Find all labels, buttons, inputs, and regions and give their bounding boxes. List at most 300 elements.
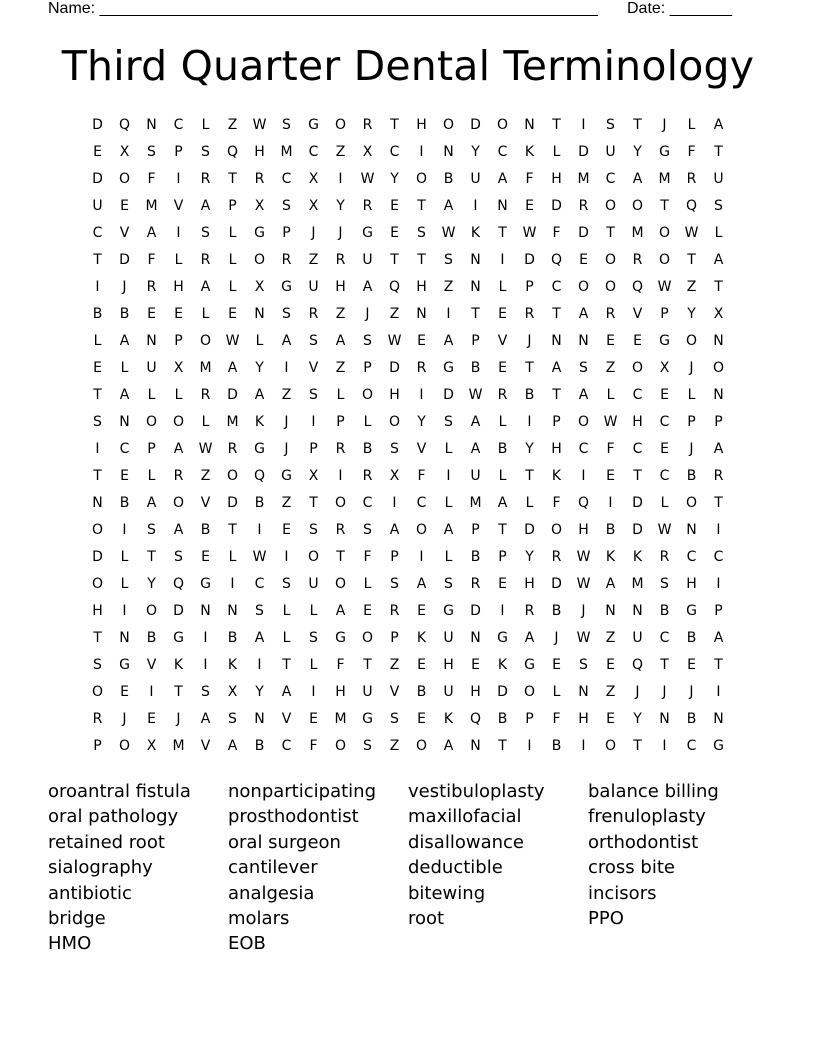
grid-letter: I: [203, 630, 208, 646]
grid-letter: R: [362, 117, 373, 133]
grid-letter: K: [497, 657, 508, 673]
grid-letter: B: [497, 441, 508, 457]
grid-letter: T: [633, 468, 642, 484]
grid-letter: N: [119, 630, 130, 646]
grid-letter: B: [254, 738, 265, 754]
grid-letter: L: [714, 225, 723, 241]
grid-letter: W: [522, 225, 537, 241]
grid-letter: D: [470, 117, 481, 133]
grid-letter: D: [632, 522, 643, 538]
grid-letter: W: [360, 171, 375, 187]
word-list-item: bridge: [48, 907, 106, 929]
grid-row: [84, 274, 732, 301]
grid-letter: P: [390, 630, 399, 646]
grid-letter: R: [308, 306, 319, 322]
grid-letter: P: [363, 360, 372, 376]
grid-letter: A: [578, 387, 589, 403]
grid-letter: I: [419, 387, 424, 403]
grid-letter: B: [146, 630, 157, 646]
grid-letter: H: [443, 657, 454, 673]
grid-row: [84, 247, 732, 274]
grid-letter: I: [716, 684, 721, 700]
grid-letter: E: [174, 306, 183, 322]
grid-letter: P: [174, 333, 183, 349]
name-field: Name: ________________________________________________________: [48, 0, 598, 17]
grid-letter: I: [149, 684, 154, 700]
grid-letter: O: [631, 198, 644, 214]
grid-letter: J: [311, 225, 316, 241]
grid-letter: L: [201, 306, 210, 322]
grid-letter: B: [119, 306, 130, 322]
grid-letter: D: [92, 117, 103, 133]
grid-letter: O: [442, 117, 455, 133]
grid-row: [84, 733, 732, 760]
grid-letter: G: [524, 657, 535, 673]
word-list-column-3: [408, 779, 588, 931]
grid-letter: E: [633, 333, 642, 349]
grid-letter: O: [496, 117, 509, 133]
grid-letter: S: [390, 711, 399, 727]
grid-letter: Q: [118, 117, 131, 133]
grid-letter: E: [363, 603, 372, 619]
grid-letter: F: [147, 252, 156, 268]
grid-letter: E: [282, 522, 291, 538]
grid-letter: A: [335, 603, 346, 619]
grid-letter: R: [92, 711, 103, 727]
grid-letter: L: [498, 414, 507, 430]
word-list-item: orthodontist: [588, 831, 699, 853]
grid-letter: N: [92, 495, 103, 511]
grid-letter: A: [119, 333, 130, 349]
grid-letter: S: [417, 225, 426, 241]
grid-row: [84, 436, 732, 463]
grid-row: [84, 679, 732, 706]
grid-letter: L: [444, 495, 453, 511]
grid-letter: X: [254, 279, 265, 295]
grid-letter: U: [713, 171, 724, 187]
grid-letter: V: [200, 495, 211, 511]
grid-row: [84, 382, 732, 409]
grid-letter: U: [146, 360, 157, 376]
grid-letter: R: [470, 576, 481, 592]
grid-letter: R: [551, 549, 562, 565]
grid-letter: Y: [417, 414, 426, 430]
grid-letter: B: [227, 630, 238, 646]
grid-letter: A: [578, 306, 589, 322]
grid-letter: G: [713, 738, 724, 754]
grid-letter: N: [713, 333, 724, 349]
grid-letter: C: [281, 171, 292, 187]
grid-letter: A: [497, 171, 508, 187]
grid-letter: G: [173, 630, 184, 646]
grid-letter: X: [227, 684, 238, 700]
grid-letter: T: [660, 657, 669, 673]
grid-letter: O: [523, 684, 536, 700]
grid-letter: B: [92, 306, 103, 322]
grid-letter: J: [689, 684, 694, 700]
grid-letter: F: [525, 171, 534, 187]
grid-letter: B: [659, 603, 670, 619]
grid-letter: U: [308, 576, 319, 592]
grid-letter: I: [581, 117, 586, 133]
grid-letter: O: [577, 414, 590, 430]
grid-letter: X: [362, 144, 373, 160]
grid-letter: Q: [226, 144, 239, 160]
grid-letter: R: [524, 603, 535, 619]
word-list-item: oral pathology: [48, 806, 179, 828]
grid-letter: P: [687, 414, 696, 430]
grid-letter: P: [147, 441, 156, 457]
grid-letter: F: [687, 144, 696, 160]
grid-letter: R: [173, 468, 184, 484]
grid-letter: R: [605, 306, 616, 322]
grid-letter: G: [686, 603, 697, 619]
grid-letter: I: [446, 306, 451, 322]
grid-letter: L: [120, 576, 129, 592]
word-list-item: oral surgeon: [228, 831, 341, 853]
grid-letter: U: [362, 252, 373, 268]
grid-letter: L: [228, 225, 237, 241]
grid-letter: B: [686, 468, 697, 484]
grid-letter: Y: [255, 360, 264, 376]
grid-letter: F: [552, 225, 561, 241]
grid-letter: H: [92, 603, 103, 619]
grid-letter: Q: [631, 279, 644, 295]
grid-letter: Z: [227, 117, 238, 133]
grid-letter: P: [525, 279, 534, 295]
grid-row: [84, 490, 732, 517]
grid-letter: T: [282, 657, 291, 673]
grid-letter: L: [120, 549, 129, 565]
grid-letter: T: [390, 252, 399, 268]
grid-letter: I: [176, 225, 181, 241]
grid-letter: C: [254, 576, 265, 592]
grid-letter: L: [363, 414, 372, 430]
grid-letter: I: [230, 576, 235, 592]
grid-letter: D: [92, 549, 103, 565]
grid-letter: X: [119, 144, 130, 160]
grid-letter: J: [581, 603, 586, 619]
grid-letter: I: [500, 252, 505, 268]
grid-letter: E: [471, 657, 480, 673]
grid-letter: U: [92, 198, 103, 214]
grid-letter: L: [444, 549, 453, 565]
grid-letter: K: [227, 657, 238, 673]
word-list-item: cantilever: [228, 857, 318, 879]
grid-letter: Q: [469, 711, 482, 727]
grid-letter: G: [254, 225, 265, 241]
grid-letter: P: [498, 549, 507, 565]
grid-letter: C: [389, 144, 400, 160]
grid-letter: W: [684, 225, 699, 241]
grid-letter: L: [687, 117, 696, 133]
grid-row: [84, 166, 732, 193]
grid-letter: N: [578, 684, 589, 700]
grid-letter: L: [228, 252, 237, 268]
grid-letter: T: [714, 279, 723, 295]
grid-letter: E: [525, 198, 534, 214]
grid-letter: Y: [471, 144, 480, 160]
grid-letter: B: [686, 630, 697, 646]
grid-letter: Z: [443, 279, 454, 295]
grid-letter: K: [524, 144, 535, 160]
grid-letter: C: [281, 738, 292, 754]
grid-letter: E: [417, 711, 426, 727]
grid-letter: F: [309, 738, 318, 754]
grid-letter: L: [174, 252, 183, 268]
grid-letter: J: [122, 711, 127, 727]
grid-letter: E: [660, 387, 669, 403]
grid-letter: S: [579, 657, 588, 673]
grid-letter: P: [525, 711, 534, 727]
grid-letter: X: [308, 468, 319, 484]
grid-letter: E: [390, 225, 399, 241]
grid-letter: O: [334, 738, 347, 754]
grid-letter: R: [578, 198, 589, 214]
grid-letter: D: [227, 495, 238, 511]
grid-letter: A: [416, 576, 427, 592]
word-list-item: antibiotic: [48, 882, 132, 904]
grid-letter: T: [93, 387, 102, 403]
grid-letter: R: [632, 252, 643, 268]
grid-letter: A: [173, 522, 184, 538]
grid-letter: T: [660, 198, 669, 214]
grid-letter: A: [227, 360, 238, 376]
grid-letter: O: [361, 387, 374, 403]
grid-letter: L: [660, 495, 669, 511]
grid-letter: E: [606, 711, 615, 727]
grid-letter: I: [203, 657, 208, 673]
grid-letter: V: [416, 441, 427, 457]
grid-letter: S: [714, 198, 723, 214]
grid-letter: T: [363, 657, 372, 673]
grid-letter: S: [309, 522, 318, 538]
grid-letter: H: [389, 387, 400, 403]
grid-letter: D: [470, 603, 481, 619]
grid-letter: Z: [335, 306, 346, 322]
grid-letter: V: [632, 306, 643, 322]
grid-letter: I: [608, 495, 613, 511]
grid-letter: J: [365, 306, 370, 322]
grid-letter: X: [659, 360, 670, 376]
grid-letter: L: [498, 279, 507, 295]
grid-letter: G: [443, 360, 454, 376]
grid-letter: T: [525, 468, 534, 484]
grid-row: [84, 409, 732, 436]
grid-letter: N: [443, 144, 454, 160]
grid-letter: S: [93, 414, 102, 430]
grid-row: [84, 463, 732, 490]
grid-letter: S: [93, 657, 102, 673]
grid-letter: S: [363, 333, 372, 349]
grid-letter: P: [174, 144, 183, 160]
grid-letter: A: [605, 576, 616, 592]
grid-letter: H: [686, 576, 697, 592]
grid-letter: V: [281, 711, 292, 727]
grid-letter: D: [389, 360, 400, 376]
grid-letter: L: [174, 387, 183, 403]
grid-letter: C: [362, 495, 373, 511]
grid-letter: F: [606, 441, 615, 457]
grid-letter: T: [417, 252, 426, 268]
grid-letter: Z: [389, 306, 400, 322]
grid-letter: U: [632, 630, 643, 646]
grid-letter: C: [551, 279, 562, 295]
grid-letter: N: [416, 306, 427, 322]
grid-letter: B: [605, 522, 616, 538]
grid-letter: L: [147, 468, 156, 484]
grid-letter: A: [335, 333, 346, 349]
grid-letter: F: [363, 549, 372, 565]
grid-letter: O: [415, 738, 428, 754]
grid-letter: A: [497, 495, 508, 511]
grid-letter: E: [552, 657, 561, 673]
grid-letter: Q: [172, 576, 185, 592]
word-list-item: frenuloplasty: [588, 806, 706, 828]
grid-letter: A: [254, 387, 265, 403]
grid-letter: B: [524, 387, 535, 403]
grid-letter: O: [145, 603, 158, 619]
grid-letter: N: [659, 711, 670, 727]
grid-row: [84, 571, 732, 598]
grid-letter: P: [552, 414, 561, 430]
grid-letter: T: [309, 495, 318, 511]
grid-letter: T: [498, 522, 507, 538]
grid-letter: T: [471, 306, 480, 322]
grid-letter: L: [552, 684, 561, 700]
grid-letter: X: [308, 198, 319, 214]
grid-letter: I: [473, 198, 478, 214]
name-date-header: [48, 0, 748, 20]
grid-letter: L: [309, 603, 318, 619]
grid-letter: E: [606, 657, 615, 673]
grid-letter: J: [554, 630, 559, 646]
grid-letter: S: [174, 549, 183, 565]
grid-letter: R: [686, 171, 697, 187]
grid-letter: I: [662, 738, 667, 754]
grid-letter: K: [470, 225, 481, 241]
grid-letter: G: [362, 225, 373, 241]
grid-letter: N: [227, 603, 238, 619]
grid-letter: J: [338, 225, 343, 241]
grid-letter: W: [225, 333, 240, 349]
word-list-item: prosthodontist: [228, 806, 359, 828]
grid-letter: C: [308, 144, 319, 160]
grid-letter: Q: [577, 495, 590, 511]
grid-letter: B: [551, 738, 562, 754]
grid-letter: A: [200, 279, 211, 295]
grid-letter: G: [362, 711, 373, 727]
grid-letter: O: [307, 549, 320, 565]
grid-letter: J: [527, 333, 532, 349]
grid-letter: I: [527, 414, 532, 430]
grid-letter: R: [281, 252, 292, 268]
grid-row: [84, 652, 732, 679]
grid-letter: W: [603, 414, 618, 430]
grid-letter: B: [119, 495, 130, 511]
grid-letter: Q: [631, 657, 644, 673]
grid-letter: I: [311, 684, 316, 700]
grid-letter: O: [334, 495, 347, 511]
grid-letter: I: [716, 522, 721, 538]
grid-letter: T: [633, 117, 642, 133]
grid-letter: T: [552, 387, 561, 403]
grid-letter: O: [415, 522, 428, 538]
grid-letter: M: [145, 198, 158, 214]
grid-letter: O: [685, 333, 698, 349]
grid-letter: A: [200, 711, 211, 727]
grid-letter: C: [578, 441, 589, 457]
grid-letter: E: [201, 549, 210, 565]
grid-letter: A: [470, 414, 481, 430]
grid-letter: C: [686, 738, 697, 754]
grid-letter: L: [120, 360, 129, 376]
grid-letter: H: [632, 414, 643, 430]
grid-letter: R: [200, 387, 211, 403]
grid-letter: S: [228, 711, 237, 727]
grid-letter: I: [716, 576, 721, 592]
grid-letter: Z: [281, 387, 292, 403]
grid-letter: G: [281, 279, 292, 295]
grid-letter: W: [657, 522, 672, 538]
grid-letter: B: [470, 360, 481, 376]
grid-letter: L: [282, 603, 291, 619]
grid-letter: C: [659, 414, 670, 430]
date-field: Date: _______: [627, 0, 732, 17]
grid-letter: I: [257, 522, 262, 538]
grid-letter: D: [227, 387, 238, 403]
grid-letter: T: [390, 117, 399, 133]
grid-row: [84, 544, 732, 571]
grid-letter: L: [201, 414, 210, 430]
grid-letter: V: [146, 657, 157, 673]
grid-letter: R: [200, 252, 211, 268]
word-list-item: balance billing: [588, 781, 719, 802]
grid-letter: K: [632, 549, 643, 565]
grid-letter: Z: [605, 630, 616, 646]
grid-letter: W: [387, 333, 402, 349]
word-list-item: deductible: [408, 857, 503, 879]
grid-letter: L: [336, 387, 345, 403]
grid-letter: G: [659, 144, 670, 160]
grid-letter: G: [308, 117, 319, 133]
grid-letter: W: [657, 279, 672, 295]
grid-letter: T: [147, 549, 156, 565]
word-list-column-1: [48, 779, 228, 957]
grid-letter: I: [392, 495, 397, 511]
grid-letter: X: [146, 738, 157, 754]
grid-letter: A: [227, 738, 238, 754]
grid-letter: N: [713, 387, 724, 403]
grid-letter: O: [118, 171, 131, 187]
grid-letter: N: [470, 279, 481, 295]
grid-letter: R: [227, 441, 238, 457]
grid-letter: A: [713, 117, 724, 133]
grid-letter: N: [119, 414, 130, 430]
grid-letter: O: [226, 468, 239, 484]
grid-letter: R: [497, 387, 508, 403]
grid-letter: A: [173, 441, 184, 457]
grid-letter: N: [470, 252, 481, 268]
grid-letter: D: [578, 225, 589, 241]
grid-letter: W: [468, 387, 483, 403]
grid-letter: C: [173, 117, 184, 133]
grid-letter: T: [606, 225, 615, 241]
grid-letter: T: [174, 684, 183, 700]
grid-letter: T: [633, 738, 642, 754]
grid-letter: V: [173, 198, 184, 214]
grid-letter: S: [282, 117, 291, 133]
